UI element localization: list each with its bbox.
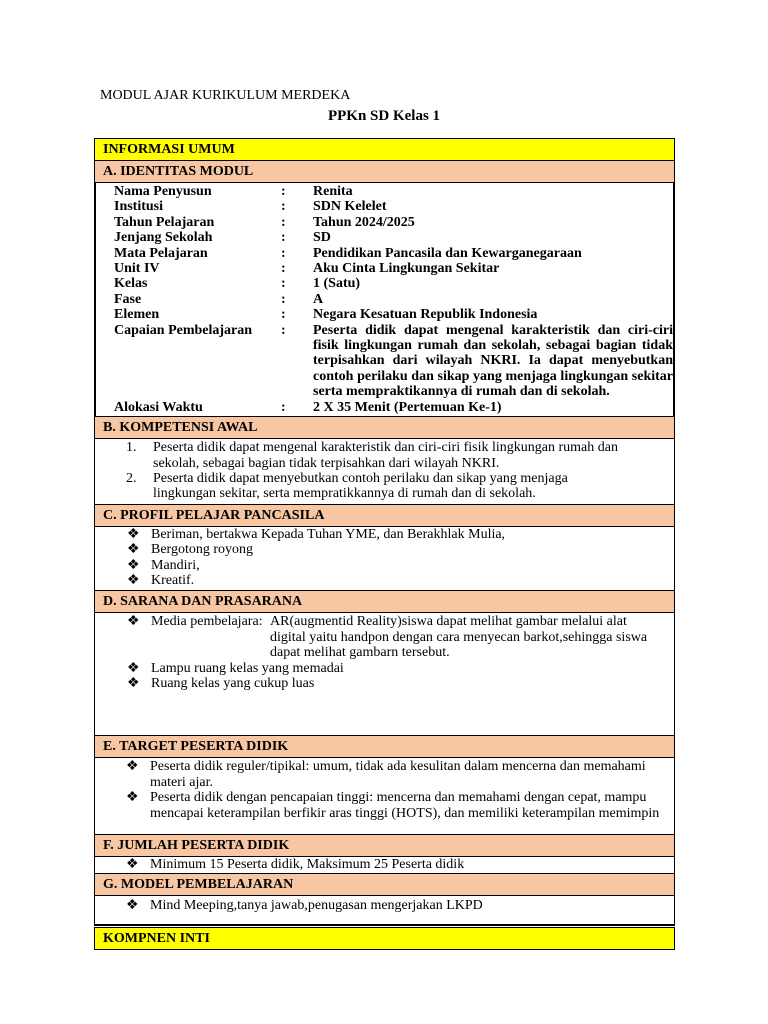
- kompetensi-item: [95, 440, 674, 471]
- section-kompetensi-heading: B. KOMPETENSI AWAL: [94, 416, 675, 439]
- profil-item-text: Kreatif.: [151, 572, 195, 588]
- identitas-colon: :: [281, 214, 286, 230]
- kompetensi-item: [95, 471, 674, 502]
- identitas-key: Fase: [114, 291, 142, 307]
- profil-item: [95, 542, 674, 557]
- identitas-key: Elemen: [114, 307, 160, 323]
- identitas-colon: :: [281, 199, 286, 215]
- diamond-bullet-icon: ❖: [127, 572, 140, 588]
- identitas-value: Renita: [313, 184, 353, 199]
- target-item: [95, 759, 674, 790]
- identitas-value: Tahun 2024/2025: [313, 214, 415, 230]
- identitas-key: Jenjang Sekolah: [114, 230, 213, 246]
- profil-item: [95, 573, 674, 588]
- identitas-key: Tahun Pelajaran: [114, 214, 215, 230]
- item-text: Peserta didik dapat mengenal karakteristik dan ciri-ciri fisik lingkungan rumah dan sekolah, sebagai bagian tidak terpisahkan dari wilayah NKRI.: [153, 440, 618, 471]
- identitas-row: [114, 199, 673, 214]
- item-text: Peserta didik dapat menyebutkan contoh perilaku dan sikap yang menjaga lingkungan sekitar, serta mempratikkannya di rumah dan di sekolah.: [153, 470, 568, 502]
- identitas-value: Pendidikan Pancasila dan Kewarganegaraan: [313, 245, 582, 261]
- identitas-value: 1 (Satu): [313, 276, 361, 292]
- identitas-key: Capaian Pembelajaran: [114, 322, 253, 338]
- identitas-value: Peserta didik dapat mengenal karakteristik dan ciri-ciri fisik lingkungan rumah dan sekolah, sebagai bagian tidak terpisahkan dari wilayah NKRI. Ia dapat menyebutkan contoh perilaku dan sikap yang menjaga lingkungan sekitar serta mempraktikannya di rumah dan di sekolah.: [313, 322, 673, 400]
- target-item-text: Peserta didik reguler/tipikal: umum, tidak ada kesulitan dalam mencerna dan memahami materi ajar.: [150, 759, 646, 790]
- identitas-row: [114, 184, 673, 199]
- media-text: AR(augmentid Reality)siswa dapat melihat gambar melalui alat digital yaitu handpon dengan cara menyecan barkot,sehingga siswa dapat melihat gambarn tersebut.: [270, 614, 648, 661]
- identitas-row: [114, 261, 673, 276]
- target-item: [95, 790, 674, 821]
- diamond-bullet-icon: ❖: [127, 557, 140, 573]
- kompetensi-body: [94, 438, 675, 505]
- profil-item-text: Bergotong royong: [151, 542, 254, 558]
- identitas-colon: :: [281, 291, 286, 307]
- identitas-row: [114, 215, 673, 230]
- identitas-row: [114, 323, 673, 400]
- identitas-body: [94, 182, 675, 417]
- identitas-value: 2 X 35 Menit (Pertemuan Ke-1): [313, 399, 502, 415]
- diamond-bullet-icon: ❖: [127, 542, 140, 558]
- sarana-item-text: Lampu ruang kelas yang memadai: [151, 660, 344, 676]
- identitas-colon: :: [281, 276, 286, 292]
- identitas-row: [114, 400, 673, 415]
- identitas-key: Mata Pelajaran: [114, 245, 208, 261]
- section-model-heading: G. MODEL PEMBELAJARAN: [94, 873, 675, 896]
- identitas-row: [114, 246, 673, 261]
- model-item-text: Mind Meeping,tanya jawab,penugasan mengerjakan LKPD: [150, 897, 483, 913]
- diamond-bullet-icon: ❖: [127, 526, 140, 542]
- section-target-heading: E. TARGET PESERTA DIDIK: [94, 735, 675, 758]
- identitas-value: SDN Kelelet: [313, 199, 387, 215]
- sarana-item: [95, 661, 674, 676]
- identitas-value: Negara Kesatuan Republik Indonesia: [313, 307, 538, 323]
- identitas-colon: :: [281, 261, 286, 277]
- model-body: [94, 895, 675, 926]
- target-item-text: Peserta didik dengan pencapaian tinggi: mencerna dan memahami dengan cepat, mampu mencapai keterampilan berfikir aras tinggi (HOTS), dan memiliki keterampilan memimpin: [150, 790, 660, 821]
- identitas-colon: :: [281, 307, 286, 323]
- identitas-key: Institusi: [114, 199, 164, 215]
- diamond-bullet-icon: ❖: [127, 614, 140, 630]
- section-identitas-heading: A. IDENTITAS MODUL: [94, 160, 675, 183]
- identitas-key: Kelas: [114, 276, 148, 292]
- item-number: 2.: [126, 470, 137, 486]
- document-subtitle: PPKn SD Kelas 1: [327, 108, 441, 124]
- identitas-row: [114, 230, 673, 245]
- identitas-row: [114, 276, 673, 291]
- profil-body: [94, 526, 675, 592]
- diamond-bullet-icon: ❖: [126, 857, 139, 873]
- diamond-bullet-icon: ❖: [127, 675, 140, 691]
- diamond-bullet-icon: ❖: [126, 790, 139, 806]
- section-informasi-umum: INFORMASI UMUM: [94, 138, 675, 161]
- identitas-key: Alokasi Waktu: [114, 399, 203, 415]
- identitas-colon: :: [281, 399, 286, 415]
- diamond-bullet-icon: ❖: [126, 897, 139, 913]
- profil-item: [95, 527, 674, 542]
- section-profil-heading: C. PROFIL PELAJAR PANCASILA: [94, 504, 675, 527]
- jumlah-item: [95, 857, 674, 872]
- section-komponen-inti: KOMPNEN INTI: [94, 927, 675, 950]
- identitas-value: SD: [313, 230, 331, 246]
- diamond-bullet-icon: ❖: [127, 660, 140, 676]
- item-number: 1.: [126, 440, 137, 456]
- profil-item: [95, 558, 674, 573]
- target-body: [94, 757, 675, 835]
- document-title: MODUL AJAR KURIKULUM MERDEKA: [100, 88, 351, 103]
- identitas-colon: :: [281, 230, 286, 246]
- media-label: Media pembelajara:: [151, 614, 263, 630]
- profil-item-text: Beriman, bertakwa Kepada Tuhan YME, dan Berakhlak Mulia,: [151, 526, 506, 542]
- jumlah-body: [94, 856, 675, 873]
- sarana-item: [95, 676, 674, 691]
- sarana-body: [94, 612, 675, 736]
- section-jumlah-heading: F. JUMLAH PESERTA DIDIK: [94, 834, 675, 857]
- identitas-key: Nama Penyusun: [114, 184, 212, 199]
- identitas-key: Unit IV: [114, 261, 160, 277]
- identitas-colon: :: [281, 322, 286, 338]
- section-sarana-heading: D. SARANA DAN PRASARANA: [94, 590, 675, 613]
- identitas-colon: :: [281, 184, 286, 199]
- identitas-row: [114, 292, 673, 307]
- identitas-row: [114, 307, 673, 322]
- diamond-bullet-icon: ❖: [126, 759, 139, 775]
- identitas-colon: :: [281, 245, 286, 261]
- jumlah-item-text: Minimum 15 Peserta didik, Maksimum 25 Peserta didik: [150, 857, 465, 873]
- sarana-item-text: Ruang kelas yang cukup luas: [151, 675, 315, 691]
- module-table: [94, 139, 675, 950]
- identitas-value: Aku Cinta Lingkungan Sekitar: [313, 261, 500, 277]
- media-item: [95, 614, 674, 660]
- model-item: [95, 898, 674, 913]
- identitas-value: A: [313, 291, 324, 307]
- profil-item-text: Mandiri,: [151, 557, 200, 573]
